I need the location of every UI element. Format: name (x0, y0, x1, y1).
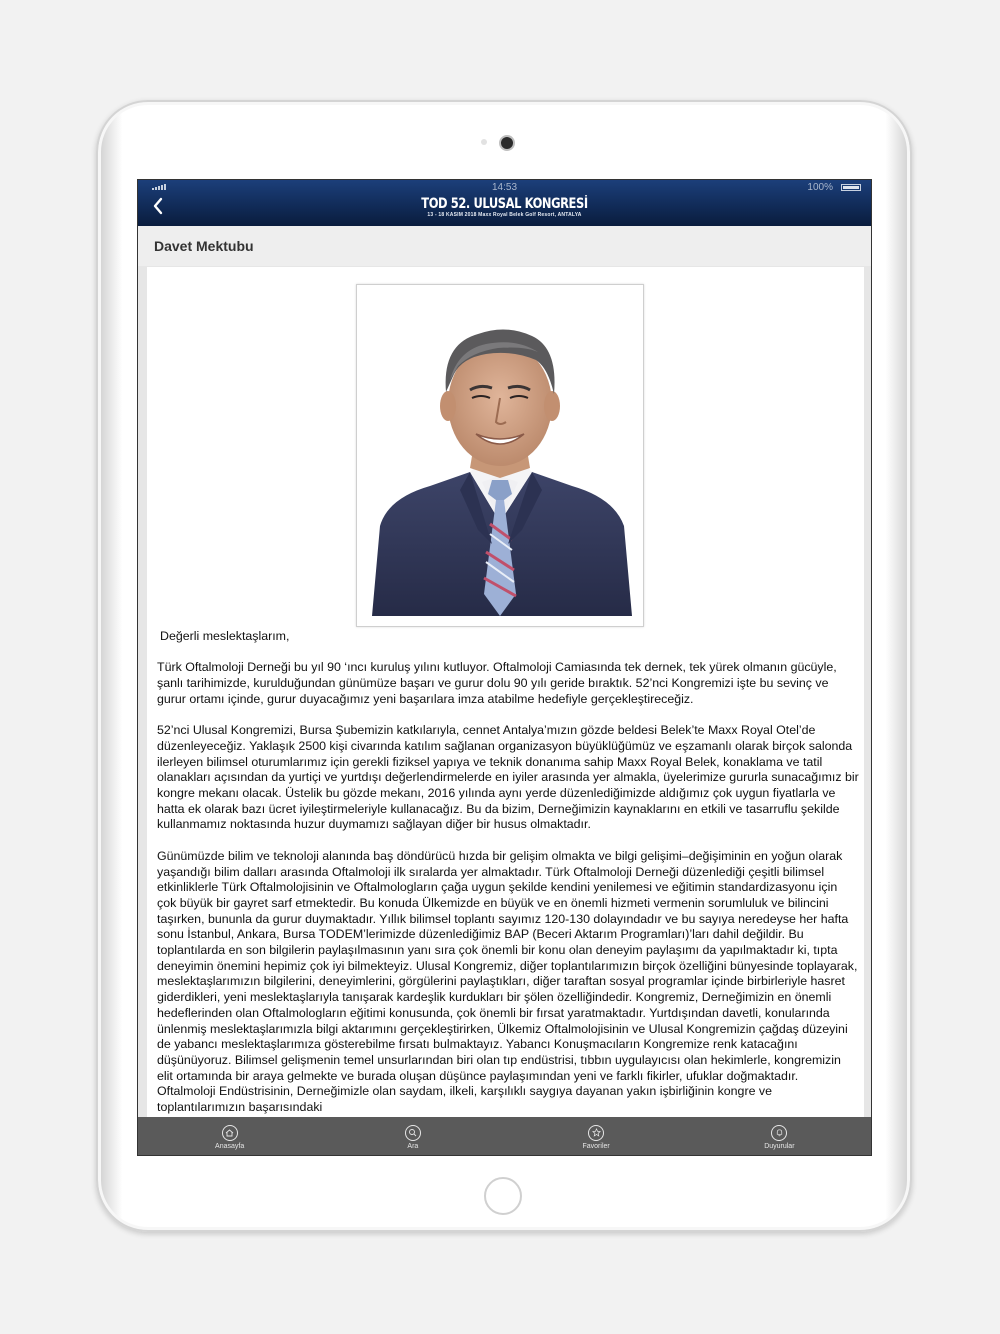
page-header (138, 226, 871, 266)
tab-announcements-label: Duyurular (764, 1142, 795, 1150)
bell-icon (771, 1125, 787, 1141)
letter-text (157, 629, 859, 1117)
tab-favorites[interactable] (505, 1117, 688, 1156)
tab-home[interactable] (138, 1117, 321, 1156)
congress-logo-subtitle: 13 - 18 KASIM 2018 Maxx Royal Belek Golf Resort, ANTALYA (427, 212, 582, 218)
tab-search[interactable] (321, 1117, 504, 1156)
home-button[interactable] (484, 1177, 522, 1215)
screen (137, 179, 872, 1156)
battery-percent: 100% (807, 182, 833, 193)
star-icon (588, 1125, 604, 1141)
tab-favorites-label: Favoriler (582, 1142, 610, 1150)
letter-paragraph: 52’nci Ulusal Kongremizi, Bursa Şubemizin katkılarıyla, cennet Antalya’mızın gözde beldesi Belek’te Maxx Royal Otel’de düzenleyeceğiz. Yaklaşık 2500 kişi civarında katılım sağlanan organizasyon büyüklüğümüz ve eşzamanlı olarak birçok salonda ilerleyen bilimsel oturumlarımız için gerekli fiziksel yapıya ve teknik donanıma sahip Maxx Royal Belek, konaklama ve tatil olanakları açısından da yurtiçi ve yurtdışı değerlendirmelerde en iyiler arasında yer almakla, üyelerimize gururla sunacağımız bir kongre mekanı olacak. Üstelik bu gözde mekanı, 2016 yılında aynı yerde düzenlediğimizde aldığımız çok uygun fiyatlarla ve hatta ek olarak bazı ücret iyileştirmeleriyle kullanacağız. Bu da bizim, Derneğimizin kaynaklarını en etkili ve tasarruflu şekilde kullanmamız noktasında huzur duymamızı sağlayan diğer bir husus olmaktadır. (157, 723, 859, 832)
letter-content[interactable] (147, 267, 864, 1117)
home-icon (222, 1125, 238, 1141)
light-sensor (481, 139, 487, 145)
front-camera (499, 135, 515, 151)
letter-greeting: Değerli meslektaşlarım, (160, 629, 290, 643)
tab-announcements[interactable] (688, 1117, 871, 1156)
portrait-photo (366, 294, 634, 616)
search-icon (405, 1125, 421, 1141)
page-title: Davet Mektubu (154, 238, 254, 254)
battery-icon (841, 184, 861, 191)
status-time: 14:53 (491, 182, 518, 193)
letter-paragraph: Günümüzde bilim ve teknoloji alanında baş döndürücü hızda bir gelişim olmakta ve bilgi gelişimi–değişiminin en yoğun olarak yaşandığı bilim dalları arasında Oftalmoloji ilk sıralarda yer almaktadır. Türk Oftalmoloji Derneği düzenlediği çeşitli bilimsel etkinliklerle Türk Oftalmolojisinin ve Oftalmologların çağa uygun şekilde kendini yenilemesi ve eğitimin standardizasyonu için çok büyük bir gayret sarf etmektedir. Bu konuda Ülkemizde en büyük ve en önemli hizmeti vermenin sorumluluk ve bilincini taşırken, bununla da gurur duymaktadır. Yıllık bilimsel toplantı sayımız 120-130 dolayındadır ve bu sayıya neredeyse her hafta sonu İstanbul, Ankara, Bursa TODEM’lerimizde düzenlediğimiz BAP (Beceri Aktarım Programları)’ları dahil değildir. Bu toplantılarda en son bilgilerin paylaşılmasının yanı sıra çok önemli bir konu olan deneyim paylaşımı da yapılmaktadır ki, tıpta deneyimin önemini hepimiz çok iyi bilmekteyiz. Ulusal Kongremiz, diğer toplantılarımızın birçok özelliğini bünyesinde toplayarak, meslektaşlarımızın bilgilerini, deneyimlerini, görgülerini paylaştıkları, diğer taraftan sosyal programlar içinde birbirleriyle hasret giderdikleri, yeni meslektaşlarıyla tanışarak kardeşlik kurdukları bir şölen özelliğindedir. Kongremiz, Derneğimizin en önemli hedeflerinden olan Oftalmologların eğitimi konusunda, çok önemli bir fırsat yaratmaktadır. Yurtdışından davetli, konularında ünlenmiş meslektaşlarımızla bilgi aktarımını gerçekleştirirken, Ülkemiz Oftalmolojisinin ve Ulusal Kongremizin çağdaş düzeyini de yabancı meslektaşlarımıza gösterebilme fırsatı bulmaktayız. Yabancı Konuşmacıların Kongremize renk katacağını düşünüyoruz. Bilimsel gelişmenin temel unsurlarından biri olan tıp endüstrisi, tıbbın uygulayıcısı olan hekimlerle, kongremizin elit ortamında bir araya gelmekte ve burada oluşan düşünce paylaşımından yeni ve farklı fikirler, ufuklar doğmaktadır. Oftalmoloji Endüstrisinin, Derneğimizle olan saydam, ilkeli, karşılıklı saygıya dayanan yakın işbirliğinin kongre ve toplantılarımızın başarısındaki (157, 848, 858, 1115)
letter-paragraph: Türk Oftalmoloji Derneği bu yıl 90 ‘ıncı kuruluş yılını kutluyor. Oftalmoloji Camiasında tek dernek, tek yürek olmanın gücüyle, şanlı tarihimizde, kurulduğundan günümüze başarı ve gurur dolu 90 yılı geride bıraktık. 52’nci Kongremizi işte bu sevinç ve gurur ortamı içinde, gurur duyacağımız yeni başarılara imza atabilme hedefiyle gerçekleştireceğiz. (157, 660, 837, 706)
tab-bar (138, 1117, 871, 1156)
top-bar (138, 180, 871, 226)
tab-home-label: Anasayfa (215, 1142, 245, 1150)
tab-search-label: Ara (407, 1142, 419, 1150)
portrait-frame (356, 284, 644, 627)
congress-logo-title: TOD 52. ULUSAL KONGRESİ (421, 196, 588, 212)
